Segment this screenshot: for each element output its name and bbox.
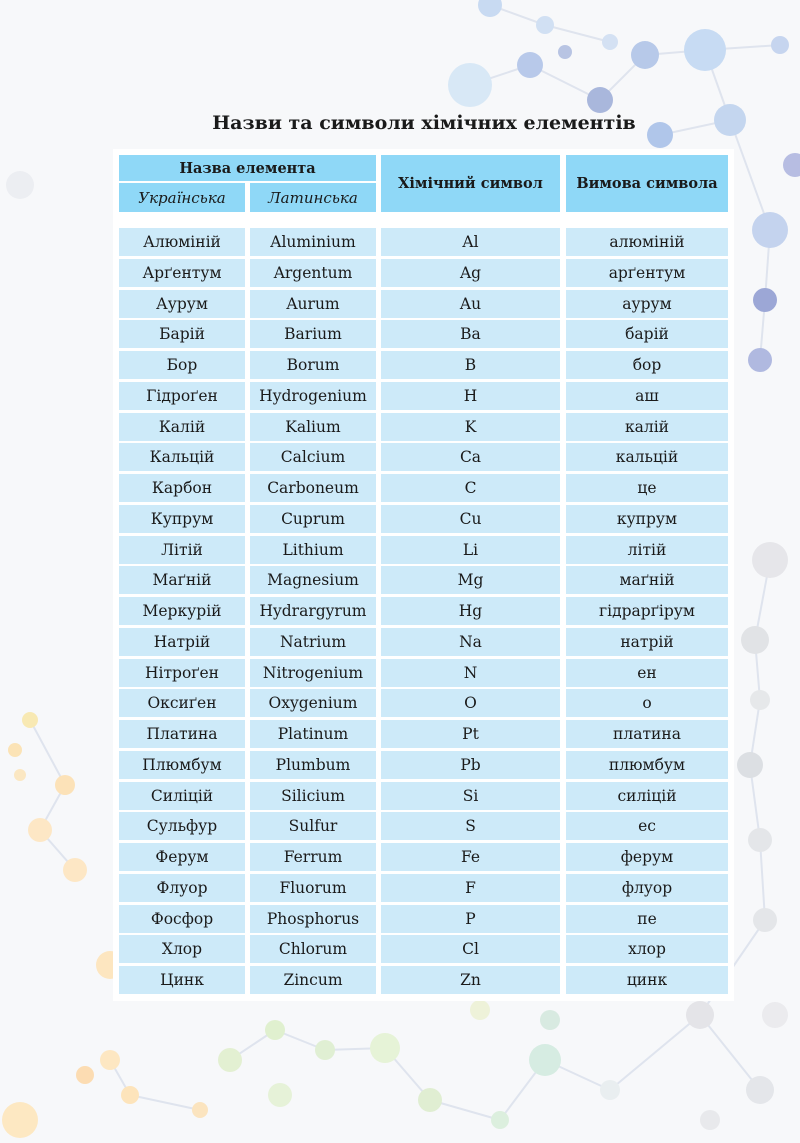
cell-pronunciation: силіцій [566,782,728,810]
cell-symbol: H [381,382,560,410]
cell-pronunciation: калій [566,413,728,441]
cell-latin: Cuprum [250,505,376,533]
cell-pronunciation: барій [566,320,728,348]
cell-pronunciation: ен [566,659,728,687]
cell-ukrainian: Сульфур [119,812,245,840]
cell-ukrainian: Цинк [119,966,245,994]
cell-symbol: Si [381,782,560,810]
header-element-name: Назва елемента [119,155,376,181]
cell-ukrainian: Літій [119,536,245,564]
cell-pronunciation: плюмбум [566,751,728,779]
cell-ukrainian: Платина [119,720,245,748]
cell-symbol: Pt [381,720,560,748]
cell-pronunciation: це [566,474,728,502]
header-chemical-symbol: Хімічний символ [381,155,560,212]
cell-symbol: Fe [381,843,560,871]
cell-ukrainian: Ферум [119,843,245,871]
cell-symbol: F [381,874,560,902]
cell-ukrainian: Калій [119,413,245,441]
cell-latin: Sulfur [250,812,376,840]
cell-ukrainian: Хлор [119,935,245,963]
cell-pronunciation: о [566,689,728,717]
cell-pronunciation: натрій [566,628,728,656]
page-title: Назви та символи хімічних елементів [212,112,636,134]
cell-pronunciation: маґній [566,566,728,594]
cell-symbol: K [381,413,560,441]
cell-latin: Calcium [250,443,376,471]
cell-ukrainian: Фосфор [119,905,245,933]
cell-latin: Lithium [250,536,376,564]
cell-ukrainian: Барій [119,320,245,348]
cell-latin: Zincum [250,966,376,994]
cell-symbol: Cl [381,935,560,963]
cell-ukrainian: Нітроґен [119,659,245,687]
cell-ukrainian: Натрій [119,628,245,656]
cell-ukrainian: Маґній [119,566,245,594]
cell-latin: Natrium [250,628,376,656]
cell-ukrainian: Кальцій [119,443,245,471]
cell-latin: Platinum [250,720,376,748]
cell-latin: Hydrargyrum [250,597,376,625]
cell-pronunciation: бор [566,351,728,379]
cell-ukrainian: Арґентум [119,259,245,287]
cell-latin: Kalium [250,413,376,441]
cell-pronunciation: алюміній [566,228,728,256]
cell-symbol: Ba [381,320,560,348]
cell-pronunciation: літій [566,536,728,564]
cell-ukrainian: Алюміній [119,228,245,256]
cell-ukrainian: Карбон [119,474,245,502]
cell-pronunciation: аурум [566,290,728,318]
cell-ukrainian: Флуор [119,874,245,902]
cell-latin: Aurum [250,290,376,318]
cell-ukrainian: Меркурій [119,597,245,625]
cell-symbol: Mg [381,566,560,594]
cell-ukrainian: Аурум [119,290,245,318]
cell-symbol: Pb [381,751,560,779]
cell-pronunciation: ес [566,812,728,840]
cell-latin: Oxygenium [250,689,376,717]
cell-latin: Phosphorus [250,905,376,933]
cell-latin: Argentum [250,259,376,287]
cell-pronunciation: кальцій [566,443,728,471]
cell-symbol: O [381,689,560,717]
cell-latin: Aluminium [250,228,376,256]
cell-pronunciation: ферум [566,843,728,871]
cell-latin: Chlorum [250,935,376,963]
cell-latin: Ferrum [250,843,376,871]
cell-symbol: N [381,659,560,687]
cell-symbol: Au [381,290,560,318]
cell-latin: Fluorum [250,874,376,902]
cell-ukrainian: Плюмбум [119,751,245,779]
cell-symbol: Al [381,228,560,256]
header-latin: Латинська [250,183,376,212]
cell-ukrainian: Силіцій [119,782,245,810]
cell-pronunciation: гідрарґірум [566,597,728,625]
cell-ukrainian: Оксиґен [119,689,245,717]
header-ukrainian: Українська [119,183,245,212]
cell-latin: Carboneum [250,474,376,502]
cell-latin: Silicium [250,782,376,810]
cell-pronunciation: аш [566,382,728,410]
cell-latin: Barium [250,320,376,348]
cell-symbol: Zn [381,966,560,994]
cell-pronunciation: арґентум [566,259,728,287]
cell-ukrainian: Гідроґен [119,382,245,410]
cell-latin: Nitrogenium [250,659,376,687]
cell-ukrainian: Купрум [119,505,245,533]
cell-symbol: Hg [381,597,560,625]
cell-pronunciation: платина [566,720,728,748]
cell-latin: Plumbum [250,751,376,779]
cell-symbol: Ca [381,443,560,471]
cell-pronunciation: купрум [566,505,728,533]
cell-symbol: C [381,474,560,502]
cell-latin: Borum [250,351,376,379]
cell-pronunciation: флуор [566,874,728,902]
header-pronunciation: Вимова символа [566,155,728,212]
cell-pronunciation: цинк [566,966,728,994]
cell-symbol: Cu [381,505,560,533]
cell-pronunciation: хлор [566,935,728,963]
cell-symbol: Ag [381,259,560,287]
cell-pronunciation: пе [566,905,728,933]
cell-latin: Magnesium [250,566,376,594]
cell-symbol: S [381,812,560,840]
cell-symbol: P [381,905,560,933]
cell-latin: Hydrogenium [250,382,376,410]
cell-symbol: B [381,351,560,379]
cell-ukrainian: Бор [119,351,245,379]
cell-symbol: Na [381,628,560,656]
cell-symbol: Li [381,536,560,564]
